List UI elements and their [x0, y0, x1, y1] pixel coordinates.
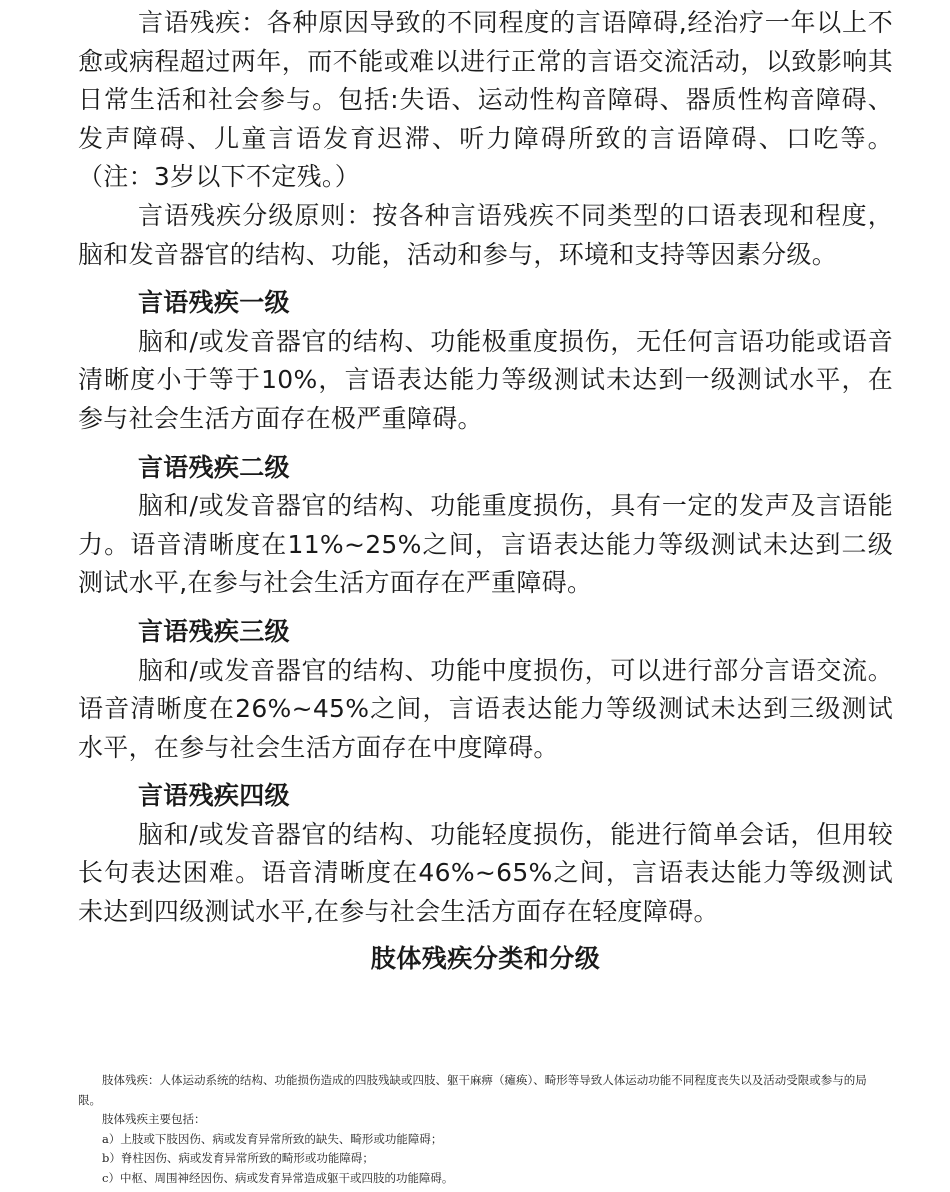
limb-item-c: c）中枢、周围神经因伤、病或发育异常造成躯干或四肢的功能障碍。 [102, 1170, 454, 1185]
level-3-text: 脑和/或发音器官的结构、功能中度损伤，可以进行部分言语交流。语音清晰度在26%~45%之间，言语表达能力等级测试未达到三级测试水平，在参与社会生活方面存在中度障碍。 [78, 655, 893, 762]
document-page [78, 4, 893, 978]
limb-item-b: b）脊柱因伤、病或发育异常所致的畸形或功能障碍； [102, 1151, 374, 1165]
limb-item-a: a）上肢或下肢因伤、病或发育异常所致的缺失、畸形或功能障碍； [102, 1131, 443, 1146]
limb-includes-label: 肢体残疾主要包括： [102, 1112, 206, 1126]
limb-section-title: 肢体残疾分类和分级 [370, 943, 601, 973]
level-1-heading: 言语残疾一级 [138, 288, 290, 318]
level-4-text: 脑和/或发音器官的结构、功能轻度损伤，能进行简单会话，但用较长句表达困难。语音清晰度在46%~65%之间，言语表达能力等级测试未达到四级测试水平,在参与社会生活方面存在轻度障碍。 [78, 819, 893, 927]
speech-definition: 言语残疾：各种原因导致的不同程度的言语障碍,经治疗一年以上不愈或病程超过两年，而不能或难以进行正常的言语交流活动，以致影响其日常生活和社会参与。包括:失语、运动性构音障碍、器质性构音障碍、发声障碍、儿童言语发育迟滞、听力障碍所致的言语障碍、口吃等。（注：3岁以下不定残。） [78, 8, 893, 192]
level-1-text: 脑和/或发音器官的结构、功能极重度损伤，无任何言语功能或语音清晰度小于等于10%，言语表达能力等级测试未达到一级测试水平，在参与社会生活方面存在极严重障碍。 [78, 326, 893, 433]
limb-disability-block [78, 1071, 878, 1188]
limb-definition: 肢体残疾：人体运动系统的结构、功能损伤造成的四肢残缺或四肢、躯干麻痹（瘫痪）、畸形等导致人体运动功能不同程度丧失以及活动受限或参与的局限。 [78, 1073, 867, 1107]
level-2-text: 脑和/或发音器官的结构、功能重度损伤，具有一定的发声及言语能力。语音清晰度在11%~25%之间，言语表达能力等级测试未达到二级测试水平,在参与社会生活方面存在严重障碍。 [78, 491, 893, 598]
level-4-heading: 言语残疾四级 [138, 781, 290, 811]
level-3-heading: 言语残疾三级 [138, 616, 290, 646]
level-2-heading: 言语残疾二级 [138, 452, 290, 482]
speech-grading-principle: 言语残疾分级原则：按各种言语残疾不同类型的口语表现和程度，脑和发音器官的结构、功能，活动和参与，环境和支持等因素分级。 [78, 200, 893, 269]
